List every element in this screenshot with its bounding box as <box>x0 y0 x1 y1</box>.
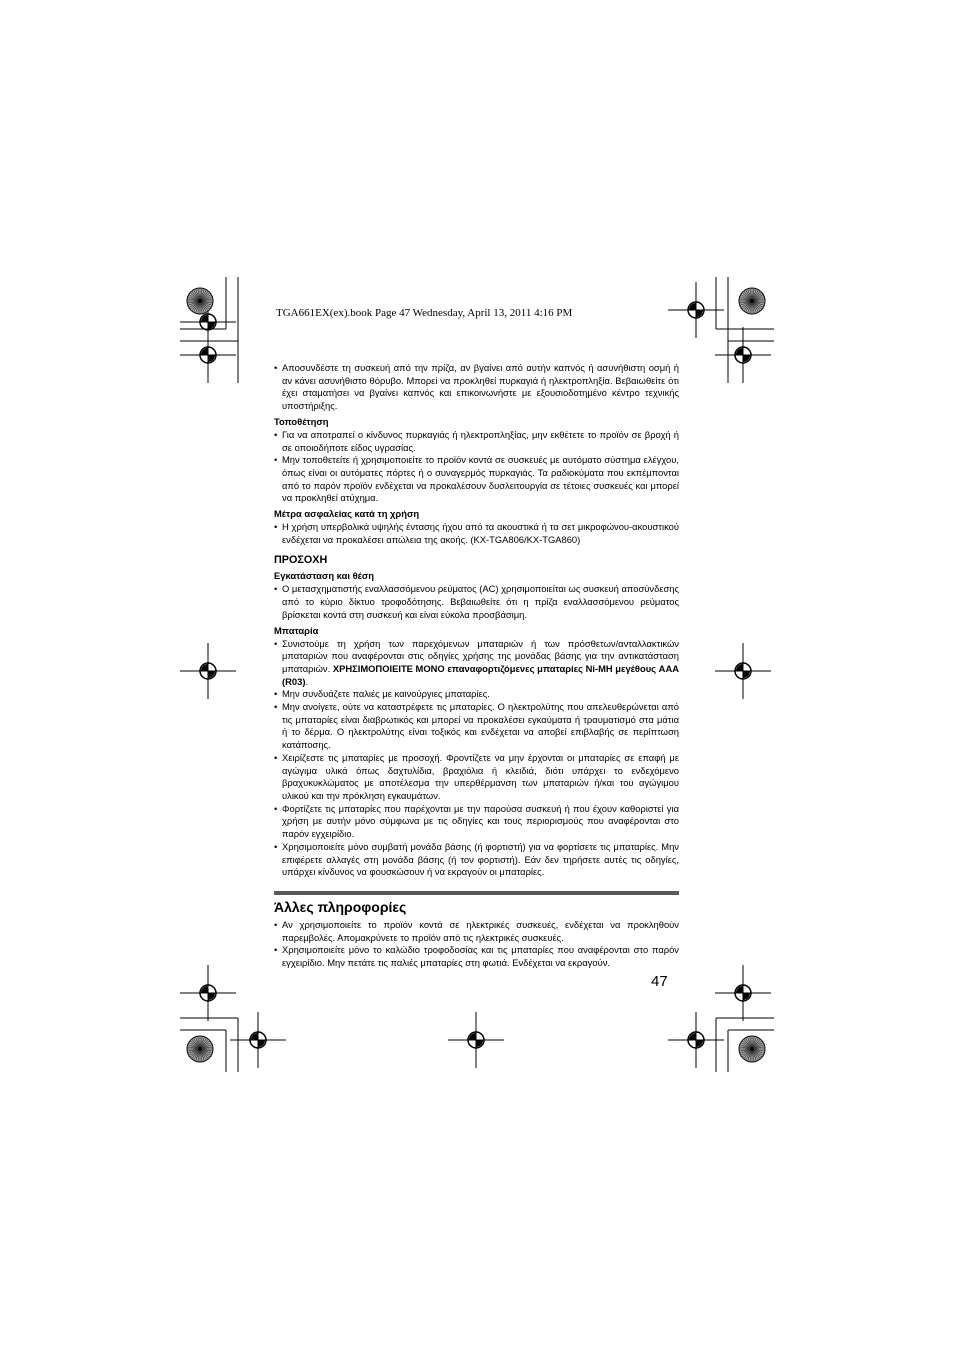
placement-bullet-2: • Μην τοποθετείτε ή χρησιμοποιείτε το προϊόν κοντά σε συσκευές με αυτόματο σύστημα ελέγχου, όπως είναι οι αυτόματες πόρτες ή ο συναγερμός πυρκαγιάς. Τα ραδιοκύματα που εκπέμπονται από το παρόν προϊόν ενδέχεται να προκαλέσουν δυσλειτουργία σε τέτοιες συσκευές και μπορεί να προκληθεί ατύχημα. <box>274 454 679 505</box>
battery-bullet-5: • Φορτίζετε τις μπαταρίες που παρέχονται με την παρούσα συσκευή ή που έχουν καθοριστεί για χρήση με αυτήν μόνο σύμφωνα με τις οδηγίες και τους περιορισμούς που αναφέρονται στο παρόν εγχειρίδιο. <box>274 803 679 841</box>
battery-bullet-1-bold: ΧΡΗΣΙΜΟΠΟΙΕΙΤΕ ΜΟΝΟ επαναφορτιζόμενες μπαταρίες Ni-MH μεγέθους AAA (R03) <box>282 662 679 687</box>
battery-bullet-4: • Χειρίζεστε τις μπαταρίες με προσοχή. Φροντίζετε να μην έρχονται οι μπαταρίες σε επαφή με αγώγιμα υλικά όπως δαχτυλίδια, βραχιόλια ή κλειδιά, διότι υπάρχει το ενδεχόμενο βραχυκυκλώματος με αποτέλεσμα την υπερθέρμανση των μπαταριών ή/και του αγώγιμου υλικού και την πρόκληση εγκαυμάτων. <box>274 752 679 803</box>
page-content <box>274 362 679 970</box>
starburst-target-icon <box>187 1036 213 1062</box>
other-info-bullet-2: • Χρησιμοποιείτε μόνο το καλώδιο τροφοδοσίας και τις μπαταρίες που αναφέρονται στο παρόν εγχειρίδιο. Μην πετάτε τις παλιές μπαταρίες στη φωτιά. Ενδέχεται να εκραγούν. <box>274 944 679 969</box>
battery-bullet-1-end: . <box>305 675 309 687</box>
registration-mark-icon <box>180 643 236 699</box>
starburst-target-icon <box>739 1036 765 1062</box>
battery-bullet-6: • Χρησιμοποιείτε μόνο συμβατή μονάδα βάσης (ή φορτιστή) για να φορτίσετε τις μπαταρίες. Μην επιφέρετε αλλαγές στη μονάδα βάσης (ή τον φορτιστή). Εάν δεν τηρήσετε αυτές τις οδηγίες, υπάρχει κίνδυνος να φουσκώσουν ή να εκραγούν οι μπαταρίες. <box>274 841 679 879</box>
use-safety-heading: Μέτρα ασφαλείας κατά τη χρήση <box>274 508 420 520</box>
other-info-bullet-1: • Αν χρησιμοποιείτε το προϊόν κοντά σε ηλεκτρικές συσκευές, ενδέχεται να προκληθούν παρεμβολές. Απομακρύνετε το προϊόν από τις ηλεκτρικές συσκευές. <box>274 919 679 944</box>
intro-bullet: • Αποσυνδέστε τη συσκευή από την πρίζα, αν βγαίνει από αυτήν καπνός ή ασυνήθιστη οσμή ή αν κάνει ασυνήθιστο θόρυβο. Μπορεί να προκληθεί πυρκαγιά ή ηλεκτροπληξία. Βεβαιωθείτε ότι έχει σταματήσει να βγαίνει καπνός και επικοινωνήστε με εξουσιοδοτημένο κέντρο τεχνικής υποστήριξης. <box>274 362 679 413</box>
starburst-target-icon <box>739 288 765 314</box>
intro-section <box>274 362 679 413</box>
use-safety-bullet: • Η χρήση υπερβολικά υψηλής έντασης ήχου από τα ακουστικά ή τα σετ μικροφώνου-ακουστικού ενδέχεται να προκαλέσει απώλεια της ακοής. (KX-TGA806/KX-TGA860) <box>274 521 679 546</box>
book-header: TGA661EX(ex).book Page 47 Wednesday, April 13, 2011 4:16 PM <box>276 307 573 319</box>
page-number: 47 <box>651 973 668 990</box>
placement-bullet-1: • Για να αποτραπεί ο κίνδυνος πυρκαγιάς ή ηλεκτροπληξίας, μην εκθέτετε το προϊόν σε βροχή ή σε οποιοδήποτε είδος υγρασίας. <box>274 429 679 454</box>
registration-mark-icon <box>715 965 771 1021</box>
registration-mark-icon <box>715 643 771 699</box>
installation-heading: Εγκατάσταση και θέση <box>274 570 375 582</box>
caution-title: ΠΡΟΣΟΧΗ <box>274 554 328 567</box>
battery-bullet-3: • Μην ανοίγετε, ούτε να καταστρέφετε τις μπαταρίες. Ο ηλεκτρολύτης που απελευθερώνεται από τις μπαταρίες είναι διαβρωτικός και μπορεί να προκαλέσει εγκαύματα ή τραυματισμό στα μάτια ή το δέρμα. Ο ηλεκτρολύτης είναι τοξικός και ενδέχεται να αποβεί επιβλαβής σε περίπτωση κατάποσης. <box>274 701 679 752</box>
starburst-target-icon <box>187 288 213 314</box>
battery-bullet-2: • Μην συνδυάζετε παλιές με καινούργιες μπαταρίες. <box>274 688 679 701</box>
battery-heading: Μπαταρία <box>274 624 319 636</box>
section-divider <box>274 891 679 895</box>
placement-heading: Τοποθέτηση <box>274 415 329 427</box>
registration-mark-icon <box>180 965 236 1021</box>
other-info-title: Άλλες πληροφορίες <box>274 898 407 915</box>
registration-mark-icon <box>180 327 236 383</box>
battery-bullet-1-text: Συνιστούμε τη χρήση των παρεχόμενων μπαταριών ή των πρόσθετων/ανταλλακτικών μπαταριών που αναφέρονται στις οδηγίες χρήσης της μονάδας βάσης για την αντικατάσταση μπαταριών. <box>282 637 679 674</box>
battery-bullet-1 <box>274 638 679 689</box>
registration-mark-icon <box>715 327 771 383</box>
registration-mark-icon <box>448 1012 504 1068</box>
installation-bullet: • Ο μετασχηματιστής εναλλασσόμενου ρεύματος (AC) χρησιμοποιείται ως συσκευή αποσύνδεσης από το κύριο δίκτυο τροφοδότησης. Βεβαιωθείτε ότι η πρίζα εναλλασσόμενου ρεύματος βρίσκεται κοντά στη συσκευή και είναι εύκολα προσβάσιμη. <box>274 583 679 621</box>
